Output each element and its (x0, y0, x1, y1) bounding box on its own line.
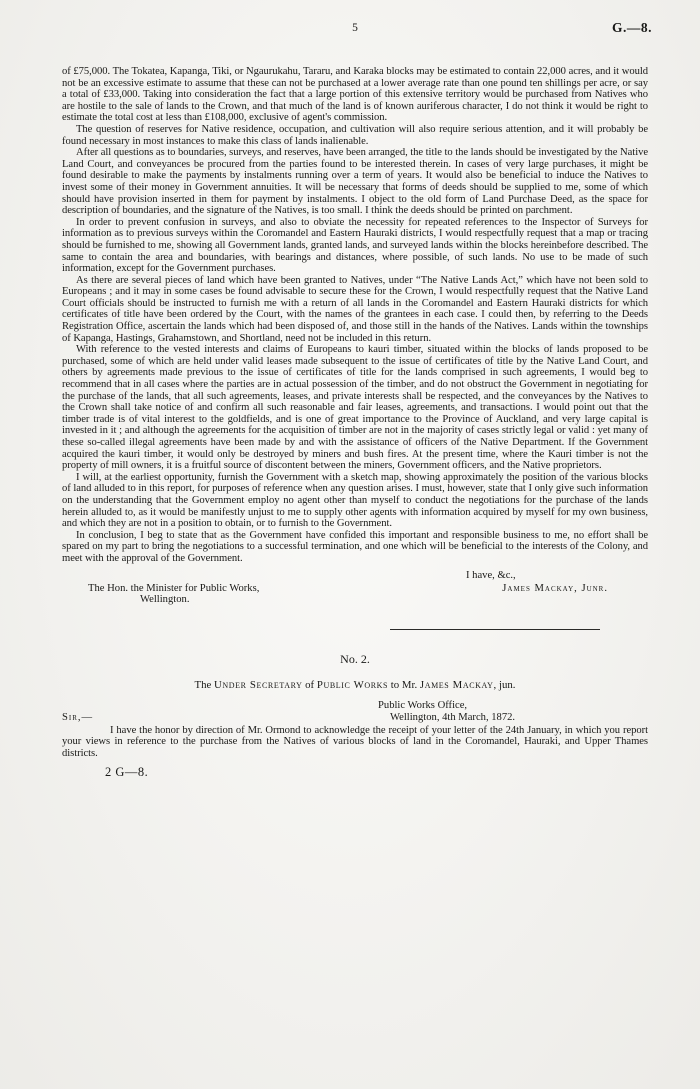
document-reference: G.—8. (611, 20, 652, 35)
letter2-heading (62, 679, 648, 691)
letter1-body (62, 66, 648, 565)
letter-paragraph: In order to prevent confusion in surveys, and also to obviate the necessity for repeated references to the Inspector of Surveys for information as to previous surveys within the Coromandel and Eastern Hauraki districts, I would respectfully request that a map or tracing should be furnished to me, showing all Government lands, granted lands, and surveyed lands within the blocks hereinbefore described. The same to contain the area and boundaries, with bearings and distances, where possible, of such lands. No use to be made of such information, except for the Government purchases. (62, 216, 648, 275)
page-number: 5 (352, 22, 358, 34)
letter-paragraph: I will, at the earliest opportunity, furnish the Government with a sketch map, showing approximately the position of the various blocks of land alluded to in this report, for purposes of reference when any question arises. I must, however, state that I only give such information on the understanding that the Government employ no agent other than myself to conduct the negotiations for the purchase of the lands herein alluded to, as it would be manifestly unjust to me to supply other agents with information acquired by myself for my own business, and which they are not in a position to obtain, or to furnish to the Government. (62, 471, 648, 530)
signature: James Mackay, Junr. (502, 582, 608, 594)
addressee-line: The Hon. the Minister for Public Works, (88, 582, 260, 594)
heading-segment: James Mackay (419, 678, 494, 691)
heading-segment: The (194, 678, 215, 691)
footer-signature: 2 G—8. (105, 765, 149, 780)
addressee-city: Wellington. (140, 593, 190, 605)
letter-paragraph: As there are several pieces of land which have been granted to Natives, under “The Native Lands Act,” which have not been sold to Europeans ; and it may in some cases be found advisable to secure these for the Crown, I would respectfully request that the Native Land Court officials should be instructed to furnish me with a return of all lands in the Coromandel and Eastern Hauraki districts for which certificates of title have been ordered by the Court, with the names of the grantees in each case. I could then, by referring to the Deeds Registration Office, ascertain the lands which had been disposed of, and those still in the hands of the Natives. Lands within the townships of Kapanga, Hastings, Grahamstown, and Shortland, need not be included in this return. (62, 274, 648, 344)
dateline: Wellington, 4th March, 1872. (390, 711, 516, 723)
letter-paragraph: The question of reserves for Native residence, occupation, and cultivation will also require serious attention, and it will probably be found necessary in most instances to make this class of lands inalienable. (62, 123, 648, 147)
letter-paragraph: After all questions as to boundaries, surveys, and reserves, have been arranged, the title to the lands should be investigated by the Native Land Court, and conveyances be procured from the parties found to be interested therein. In cases of very large purchases, it might be found desirable to make the payments by instalments running over a term of years. It would also be beneficial to induce the Natives to invest some of their money in Government annuities. It will be necessary that forms of deeds should be supplied to me, some of which should have provision inserted in them for payment by instalments. I object to the old form of Land Purchase Deed, as the space for description of boundaries, and the signature of the Natives, is too small. I think the deeds should be printed on parchment. (62, 147, 648, 217)
letter2-number-heading: No. 2. (340, 651, 370, 666)
heading-segment: of (302, 678, 317, 691)
heading-segment: to Mr. (388, 678, 420, 691)
heading-segment: Public Works (316, 678, 389, 691)
salutation-row (62, 712, 648, 724)
heading-segment: , jun. (493, 678, 516, 691)
letter-paragraph: With reference to the vested interests and claims of Europeans to kauri timber, situated within the blocks of lands proposed to be purchased, some of which are held under valid leases made subsequent to the issue of certificates of title by the Native Land Court, and others by agreements made previous to the issue of certificates of title for the lands comprised in such agreements, I would beg to recommend that in all cases where the parties are in actual possession of the timber, and do not obstruct the Government in negotiating for the purchase of the lands, that all such agreements, leases, and private interests shall be respected, and the conveyances by the Natives to the Crown shall take notice of and confirm all such reasonable and fair leases, agreements, and transactions. I would point out that the timber trade is of vital interest to the goldfields, and is one of great importance to the Province of Auckland, and very large capital is invested in it ; and although the agreements for the acquisition of timber are not in the majority of cases strictly legal or valid : yet many of these so-called illegal agreements have been made by and with the assistance of officers of the Native Department. If the Government acquired the kauri timber, it would only be destroyed by miners and bush fires. At the present time, where the Kauri timber is not the property of mill owners, it is a fruitful source of discontent between the miners, Government officers, and the Native proprietors. (62, 344, 648, 472)
letter2-paragraph: I have the honor by direction of Mr. Ormond to acknowledge the receipt of your letter of the 24th January, in which you report your views in reference to the purchase from the Natives of various blocks of land in the Coromandel, Hauraki, and Upper Thames districts. (62, 724, 648, 759)
section-divider (390, 629, 600, 630)
salutation: Sir,— (62, 711, 94, 723)
signature-row (62, 583, 648, 594)
letter-paragraph: In conclusion, I beg to state that as the Government have confided this important and responsible business to me, no effort shall be spared on my part to bring the negotiations to a successful termination, and one which will be beneficial to the interests of the Colony, and meet with the approval of the Government. (62, 529, 648, 564)
letter-paragraph: of £75,000. The Tokatea, Kapanga, Tiki, or Ngaurukahu, Tararu, and Karaka blocks may be estimated to contain 22,000 acres, and it would not be an excessive estimate to assume that these can not be purchased at a lower average rate than one pound ten shillings per acre, or say a total of £33,000. Taking into consideration the fact that a large portion of this extensive territory would be purchased from Natives who are hostile to the sale of lands to the Crown, and that much of the land is of known auriferous character, I do not think it would be right to estimate the total cost at less than £108,000, exclusive of agent's commission. (62, 66, 648, 124)
office-line: Public Works Office, (378, 699, 468, 711)
page-header (62, 20, 652, 40)
valediction: I have, &c., (466, 569, 516, 581)
heading-segment: Under Secretary (214, 678, 303, 691)
